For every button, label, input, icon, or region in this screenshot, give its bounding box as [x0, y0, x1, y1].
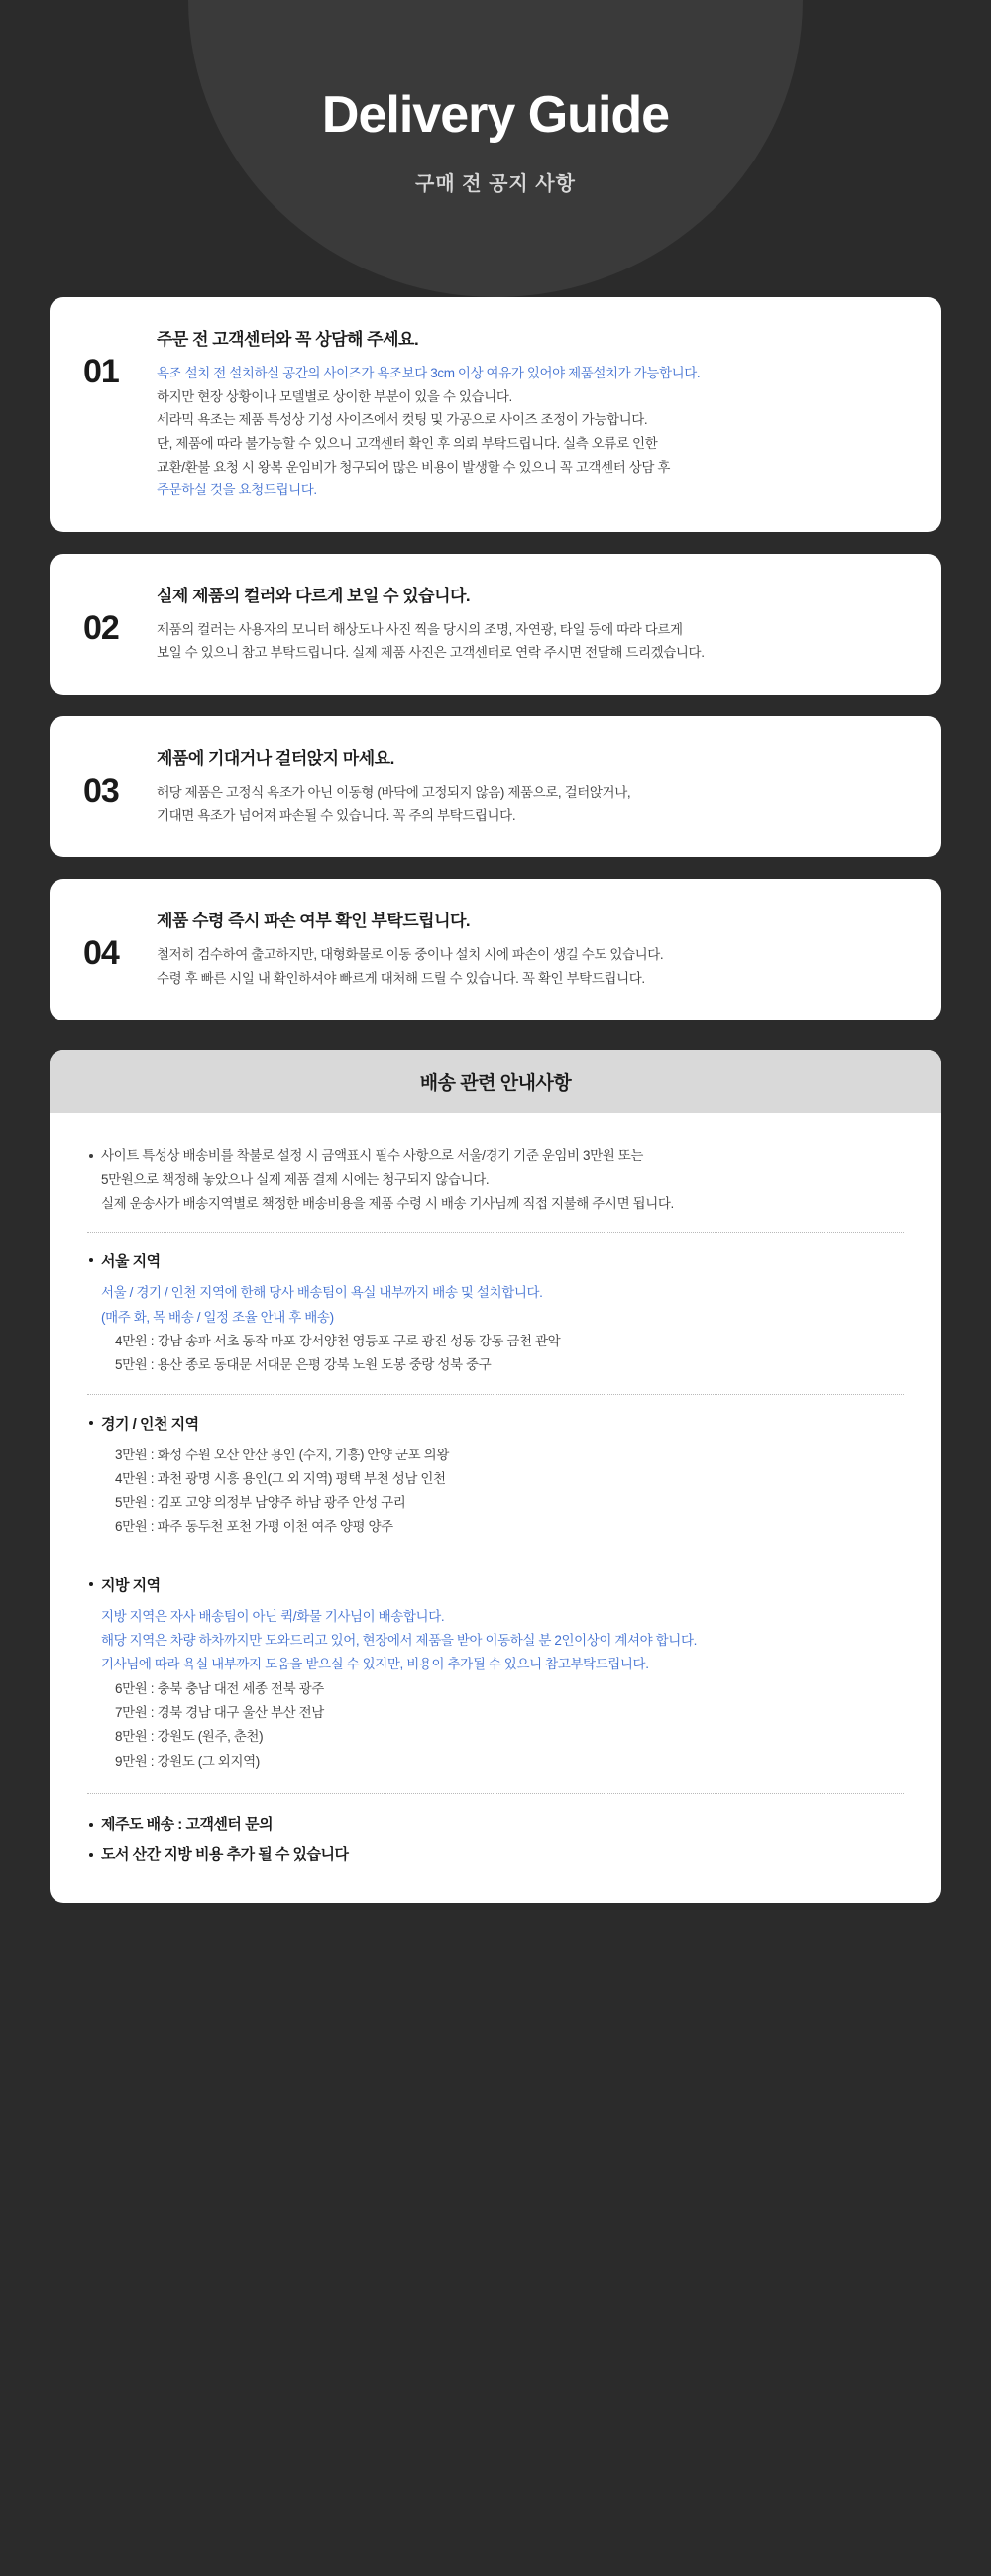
- notice-line: 기대면 욕조가 넘어져 파손될 수 있습니다. 꼭 주의 부탁드립니다.: [157, 807, 516, 823]
- region-fee: 4만원 : 강남 송파 서초 동작 마포 강서양천 영등포 구로 광진 성동 강동 금천 관악: [115, 1333, 561, 1348]
- page-title: Delivery Guide: [321, 86, 670, 144]
- region-note: (매주 화, 목 배송 / 일정 조율 안내 후 배송): [101, 1309, 334, 1325]
- notice-card-04: [50, 879, 941, 1020]
- notice-line: 보일 수 있으니 참고 부탁드립니다. 실제 제품 사진은 고객센터로 연락 주시면 전달해 드리겠습니다.: [157, 645, 705, 661]
- notice-line: 철저히 검수하여 출고하지만, 대형화물로 이동 중이나 설치 시에 파손이 생길 수도 있습니다.: [157, 947, 664, 963]
- notice-body: [157, 907, 908, 990]
- notice-card-01: [50, 297, 941, 532]
- region-fee: 5만원 : 김포 고양 의정부 남양주 하남 광주 안성 구리: [115, 1495, 406, 1511]
- region-note: 기사님에 따라 욕실 내부까지 도움을 받으실 수 있지만, 비용이 추가될 수 있으니 참고부탁드립니다.: [101, 1657, 649, 1672]
- region-fee: 9만원 : 강원도 (그 외지역): [115, 1753, 260, 1769]
- region-fee: 7만원 : 경북 경남 대구 울산 부산 전남: [115, 1704, 324, 1720]
- delivery-footer-line: 제주도 배송 : 고객센터 문의: [87, 1810, 904, 1840]
- region-title: 경기 / 인천 지역: [87, 1413, 904, 1434]
- notice-line: 세라믹 욕조는 제품 특성상 기성 사이즈에서 컷팅 및 가공으로 사이즈 조정이 가능합니다.: [157, 412, 648, 428]
- delivery-panel-body: [50, 1113, 941, 1903]
- delivery-footer-section: [87, 1793, 904, 1870]
- page-header: [0, 0, 991, 297]
- region-section-gyeonggi-incheon: [87, 1394, 904, 1556]
- region-fee: 6만원 : 파주 동두천 포천 가평 이천 여주 양평 양주: [115, 1519, 393, 1535]
- delivery-intro-line: 실제 운송사가 배송지역별로 책정한 배송비용을 제품 수령 시 배송 기사님께 직접 지불해 주시면 됩니다.: [101, 1196, 674, 1212]
- notice-body: [157, 582, 908, 665]
- notice-title: 제품에 기대거나 걸터앉지 마세요.: [157, 749, 394, 768]
- region-fee: 8만원 : 강원도 (원주, 춘천): [115, 1729, 264, 1745]
- notice-line: 단, 제품에 따라 불가능할 수 있으니 고객센터 확인 후 의뢰 부탁드립니다. 실측 오류로 인한: [157, 435, 658, 451]
- delivery-info-panel: [50, 1050, 941, 1903]
- region-title: 서울 지역: [87, 1250, 904, 1271]
- region-fee: 6만원 : 충북 충남 대전 세종 전북 광주: [115, 1680, 324, 1696]
- region-fee: 3만원 : 화성 수원 오산 안산 용인 (수지, 기흥) 안양 군포 의왕: [115, 1447, 449, 1462]
- region-note: 서울 / 경기 / 인천 지역에 한해 당사 배송팀이 욕실 내부까지 배송 및 설치합니다.: [101, 1285, 543, 1301]
- notice-number: 02: [83, 608, 119, 647]
- notice-body: [157, 744, 908, 827]
- page-subtitle: 구매 전 공지 사항: [415, 173, 576, 196]
- notice-line: 해당 제품은 고정식 욕조가 아닌 이동형 (바닥에 고정되지 않음) 제품으로, 걸터앉거나,: [157, 785, 631, 800]
- region-title: 지방 지역: [87, 1574, 904, 1595]
- delivery-intro-line: 사이트 특성상 배송비를 착불로 설정 시 금액표시 필수 사항으로 서울/경기 기준 운임비 3만원 또는: [87, 1144, 904, 1168]
- notice-line: 욕조 설치 전 설치하실 공간의 사이즈가 욕조보다 3cm 이상 여유가 있어야 제품설치가 가능합니다.: [157, 366, 701, 380]
- region-section-seoul: [87, 1232, 904, 1393]
- delivery-intro-line: 5만원으로 책정해 놓았으나 실제 제품 결제 시에는 청구되지 않습니다.: [101, 1171, 490, 1187]
- notice-title: 주문 전 고객센터와 꼭 상담해 주세요.: [157, 330, 419, 349]
- region-section-local: [87, 1556, 904, 1789]
- delivery-panel-heading: 배송 관련 안내사항: [50, 1050, 941, 1113]
- notice-card-02: [50, 554, 941, 695]
- notice-line: 수령 후 빠른 시일 내 확인하셔야 빠르게 대처해 드릴 수 있습니다. 꼭 확인 부탁드립니다.: [157, 970, 645, 986]
- notice-title: 제품 수령 즉시 파손 여부 확인 부탁드립니다.: [157, 912, 471, 931]
- region-fee: 5만원 : 용산 종로 동대문 서대문 은평 강북 노원 도봉 중랑 성북 중구: [115, 1357, 492, 1373]
- notice-line: 교환/환불 요청 시 왕복 운임비가 청구되어 많은 비용이 발생할 수 있으니 꼭 고객센터 상담 후: [157, 459, 670, 475]
- notice-body: [157, 325, 908, 502]
- notice-number: 01: [83, 353, 119, 390]
- region-note: 해당 지역은 차량 하차까지만 도와드리고 있어, 현장에서 제품을 받아 이동하실 분 2인이상이 계셔야 합니다.: [101, 1633, 697, 1649]
- notice-line: 주문하실 것을 요청드립니다.: [157, 483, 317, 498]
- notice-number: 04: [83, 934, 119, 973]
- region-note: 지방 지역은 자사 배송팀이 아닌 퀵/화물 기사님이 배송합니다.: [101, 1608, 445, 1624]
- delivery-footer-line: 도서 산간 지방 비용 추가 될 수 있습니다: [87, 1840, 904, 1870]
- notice-line: 제품의 컬러는 사용자의 모니터 해상도나 사진 찍을 당시의 조명, 자연광, 타일 등에 따라 다르게: [157, 621, 683, 637]
- delivery-intro-section: [87, 1138, 904, 1233]
- notice-title: 실제 제품의 컬러와 다르게 보일 수 있습니다.: [157, 586, 471, 605]
- main-content: [0, 297, 991, 1983]
- notice-line: 하지만 현장 상황이나 모델별로 상이한 부분이 있을 수 있습니다.: [157, 388, 512, 404]
- region-fee: 4만원 : 과천 광명 시흥 용인(그 외 지역) 평택 부천 성남 인천: [115, 1470, 446, 1486]
- header-content: [0, 0, 991, 196]
- notice-card-03: [50, 716, 941, 857]
- notice-number: 03: [83, 772, 119, 809]
